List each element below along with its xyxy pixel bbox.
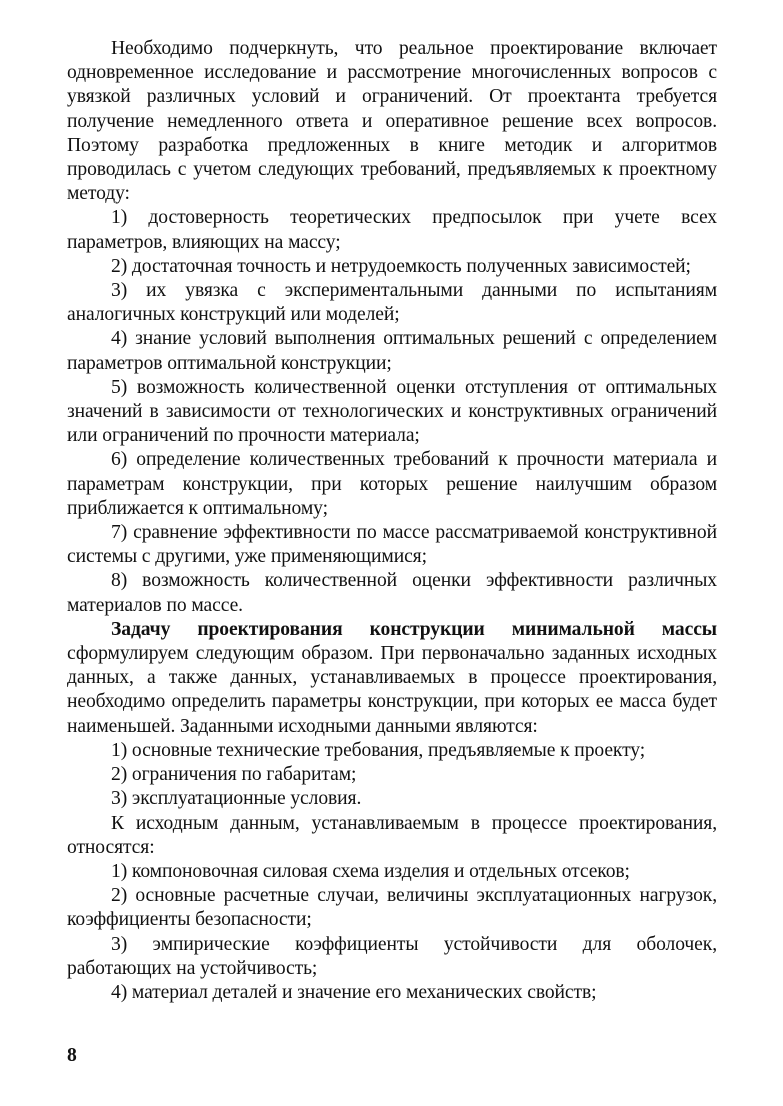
task-paragraph — [67, 618, 717, 739]
requirement-item-6: 6) определение количественных требований к прочности материала и параметрам конструкции, при которых решение наилучшим образом приближается к оптимальному; — [67, 449, 717, 519]
requirement-item-1: 1) достоверность теоретических предпосылок при учете всех параметров, влияющих на массу; — [67, 207, 717, 253]
established-intro: К исходным данным, устанавливаемым в процессе проектирования, относятся: — [67, 812, 717, 858]
page-number: 8 — [67, 1045, 77, 1066]
established-item-4: 4) материал деталей и значение его механических свойств; — [111, 981, 597, 1003]
established-item-1: 1) компоновочная силовая схема изделия и отдельных отсеков; — [111, 860, 630, 882]
requirement-item-7: 7) сравнение эффективности по массе рассматриваемой конструктивной системы с другими, уже применяющимися; — [67, 522, 717, 568]
intro-paragraph: Необходимо подчеркнуть, что реальное проектирование включает одновременное исследование и рассмотрение многочисленных вопросов с увязкой различных условий и ограничений. От проектанта требуется получение немедленного ответа и оперативное решение всех вопросов. Поэтому разработка предложенных в книге методик и алгоритмов проводилась с учетом следующих требований, предъявляемых к проектному методу: — [67, 38, 717, 205]
given-item-1: 1) основные технические требования, предъявляемые к проекту; — [111, 739, 646, 761]
given-item-2: 2) ограничения по габаритам; — [111, 764, 357, 786]
task-text: сформулируем следующим образом. При первоначально заданных исходных данных, а также данных, устанавливаемых в процессе проектирования, необходимо определить параметры конструкции, при которых ее масса будет наименьшей. Заданными исходными данными являются: — [67, 643, 717, 737]
task-heading: Задачу проектирования конструкции минимальной массы — [111, 618, 717, 640]
requirement-item-8: 8) возможность количественной оценки эффективности различных материалов по массе. — [67, 570, 717, 616]
given-item-3: 3) эксплуатационные условия. — [111, 788, 362, 810]
requirement-item-4: 4) знание условий выполнения оптимальных решений с определением параметров оптимальной конструкции; — [67, 328, 717, 374]
established-item-2: 2) основные расчетные случаи, величины эксплуатационных нагрузок, коэффициенты безопасности; — [67, 885, 717, 931]
page-body — [67, 37, 717, 1005]
requirement-item-5: 5) возможность количественной оценки отступления от оптимальных значений в зависимости от технологических и конструктивных ограничений или ограничений по прочности материала; — [67, 376, 717, 447]
established-item-3: 3) эмпирические коэффициенты устойчивости для оболочек, работающих на устойчивость; — [67, 933, 717, 979]
requirement-item-2: 2) достаточная точность и нетрудоемкость полученных зависимостей; — [111, 255, 691, 277]
requirement-item-3: 3) их увязка с экспериментальными данными по испытаниям аналогичных конструкций или моделей; — [67, 280, 717, 326]
